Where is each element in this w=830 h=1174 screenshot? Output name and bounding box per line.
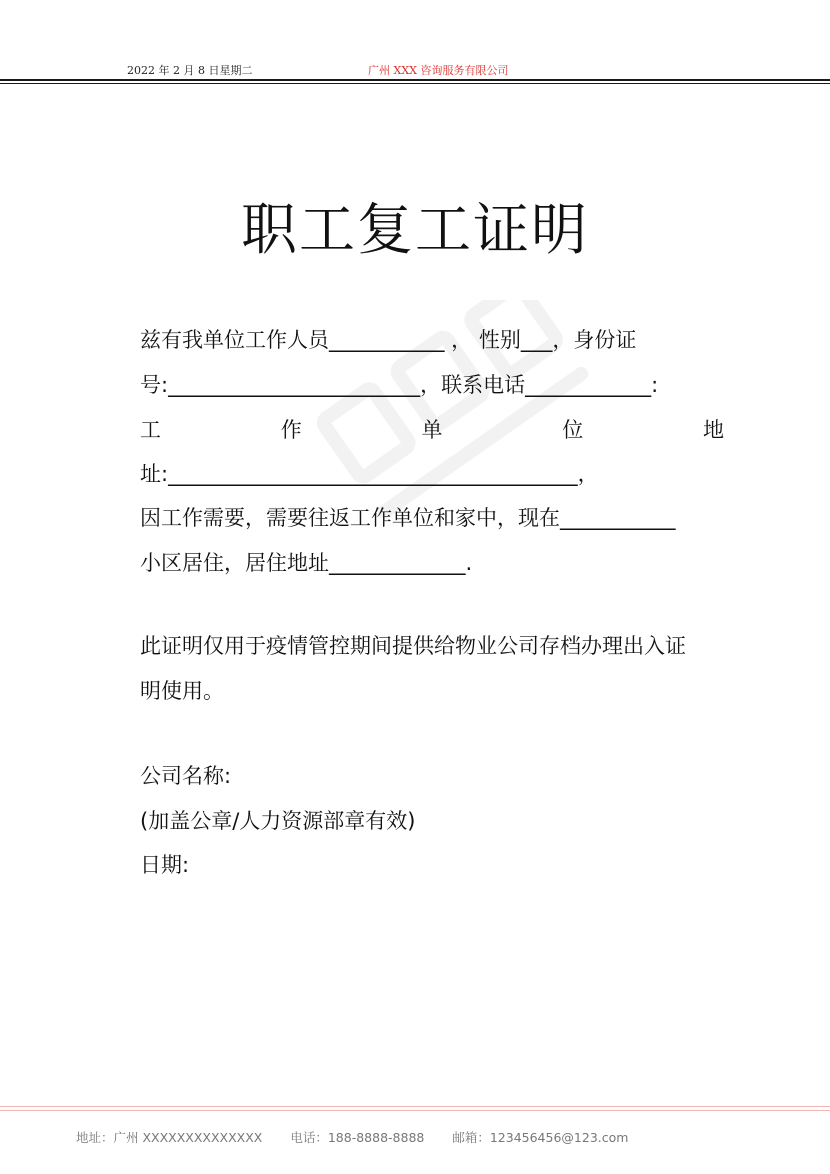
footer-address: 地址：广州 XXXXXXXXXXXXXX — [76, 1130, 263, 1145]
body-line-5: 小区居住，居住地址_____________. — [140, 551, 473, 575]
spread-char-1: 工 — [140, 418, 161, 442]
body-line-1: 兹有我单位工作人员___________ ， 性别___，身份证 — [140, 328, 637, 352]
seal-note: (加盖公章/人力资源部章有效) — [140, 809, 416, 833]
header-company: 广州 XXX 咨询服务有限公司 — [368, 64, 509, 77]
footer-email: 邮箱：123456456@123.com — [452, 1130, 629, 1145]
body-line-3: 址:_______________________________________， — [140, 462, 599, 486]
date-label: 日期: — [140, 853, 190, 877]
header-rule-thick — [0, 79, 830, 81]
spread-char-3: 单 — [421, 418, 443, 442]
document-title: 职工复工证明 — [241, 198, 589, 263]
spread-char-5: 地 — [703, 418, 724, 442]
header-rule-thin — [0, 83, 830, 84]
notice-line-2: 明使用。 — [140, 679, 224, 703]
body-line-2: 号:________________________，联系电话____________: — [140, 373, 659, 397]
footer-rule-top — [0, 1106, 830, 1107]
body-line-spread — [140, 414, 724, 444]
spread-char-4: 位 — [562, 418, 584, 442]
page-header — [0, 0, 830, 84]
body-line-4: 因工作需要，需要往返工作单位和家中，现在___________ — [140, 506, 676, 530]
company-name-label: 公司名称: — [140, 764, 232, 788]
spread-char-2: 作 — [280, 418, 302, 442]
footer-rule-bottom — [0, 1110, 830, 1111]
notice-line-1: 此证明仅用于疫情管控期间提供给物业公司存档办理出入证 — [140, 634, 686, 658]
header-date: 2022 年 2 月 8 日星期二 — [127, 64, 253, 77]
footer-phone: 电话：188-8888-8888 — [290, 1130, 425, 1145]
page-footer — [76, 1128, 652, 1146]
